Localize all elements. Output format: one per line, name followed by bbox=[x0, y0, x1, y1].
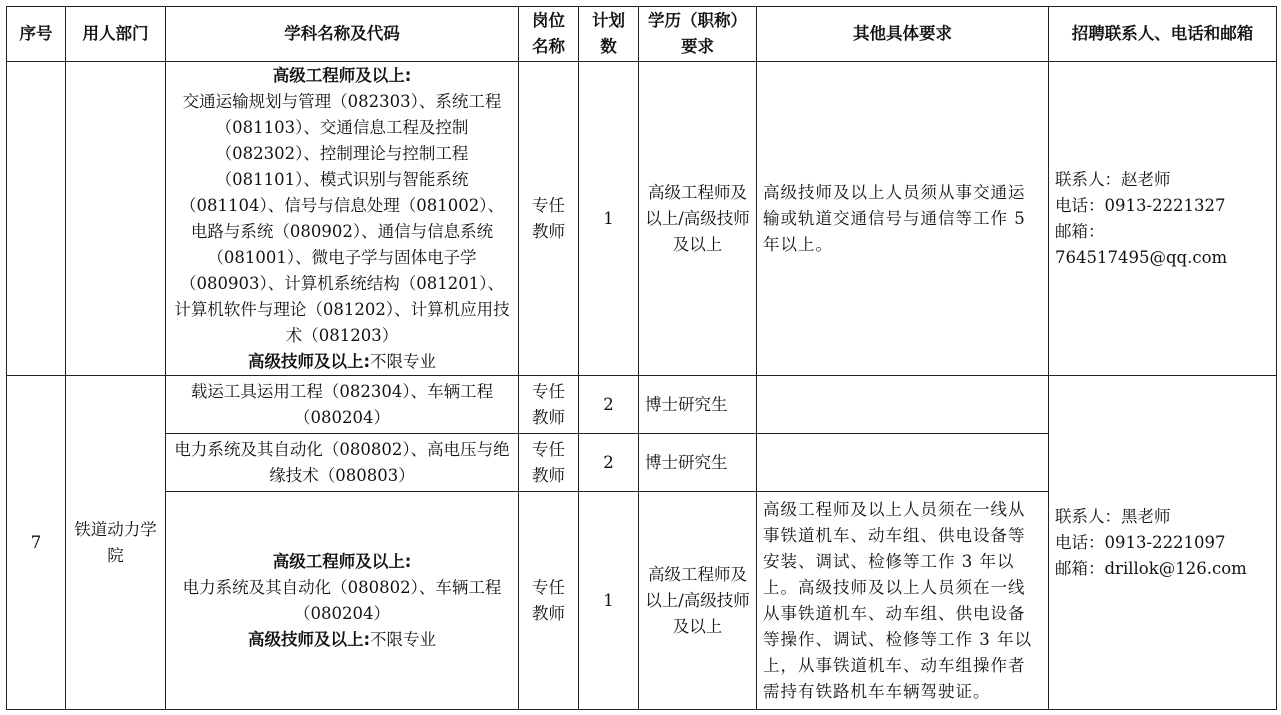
dept-cell: 铁道动力学院 bbox=[66, 376, 166, 710]
post-cell: 专任教师 bbox=[519, 376, 579, 434]
dept-cell bbox=[66, 62, 166, 376]
subject-title: 高级技师及以上: bbox=[247, 629, 371, 649]
contact-person: 联系人：黑老师 bbox=[1055, 506, 1171, 526]
header-seq: 序号 bbox=[7, 7, 66, 62]
subject-value: 不限专业 bbox=[370, 351, 437, 371]
header-post: 岗位名称 bbox=[519, 7, 579, 62]
header-row bbox=[7, 7, 1277, 62]
edu-cell: 博士研究生 bbox=[639, 376, 757, 434]
contact-person: 联系人：赵老师 bbox=[1055, 169, 1171, 189]
subject-cell: 载运工具运用工程（082304）、车辆工程（080204） bbox=[166, 376, 519, 434]
contact-phone: 电话：0913-2221327 bbox=[1055, 195, 1226, 215]
header-dept: 用人部门 bbox=[66, 7, 166, 62]
contact-cell bbox=[1049, 376, 1277, 710]
post-cell: 专任教师 bbox=[519, 62, 579, 376]
contact-phone: 电话：0913-2221097 bbox=[1055, 532, 1226, 552]
edu-cell: 高级工程师及以上/高级技师及以上 bbox=[639, 62, 757, 376]
subject-cell bbox=[166, 492, 519, 710]
plan-cell: 1 bbox=[579, 62, 639, 376]
subject-cell: 电力系统及其自动化（080802）、高电压与绝缘技术（080803） bbox=[166, 434, 519, 492]
subject-list: 交通运输规划与管理（082303）、系统工程（081103）、交通信息工程及控制（082302）、控制理论与控制工程（081101）、模式识别与智能系统（081104）、信号与信息处理（081002）、电路与系统（080902）、通信与信息系统（081001）、微电子学与固体电子学（080903）、计算机系统结构（081201）、计算机软件与理论（081202）、计算机应用技术（081203） bbox=[174, 91, 510, 345]
edu-cell: 博士研究生 bbox=[639, 434, 757, 492]
plan-cell: 1 bbox=[579, 492, 639, 710]
seq-cell bbox=[7, 62, 66, 376]
header-other: 其他具体要求 bbox=[757, 7, 1049, 62]
subject-value: 不限专业 bbox=[370, 629, 437, 649]
post-cell: 专任教师 bbox=[519, 434, 579, 492]
contact-email: 邮箱：drillok@126.com bbox=[1055, 558, 1247, 578]
table-row bbox=[7, 376, 1277, 434]
edu-cell: 高级工程师及以上/高级技师及以上 bbox=[639, 492, 757, 710]
contact-cell bbox=[1049, 62, 1277, 376]
plan-cell: 2 bbox=[579, 434, 639, 492]
other-cell bbox=[757, 376, 1049, 434]
subject-title: 高级工程师及以上: bbox=[272, 551, 412, 571]
table-row bbox=[7, 62, 1277, 376]
recruitment-table bbox=[6, 6, 1277, 710]
other-cell: 高级工程师及以上人员须在一线从事铁道机车、动车组、供电设备等安装、调试、检修等工作 3 年以上。高级技师及以上人员须在一线从事铁道机车、动车组、供电设备等操作、调试、检修等工作 3 年以上，从事铁道机车、动车组操作者需持有铁路机车车辆驾驶证。 bbox=[757, 492, 1049, 710]
other-cell bbox=[757, 434, 1049, 492]
plan-cell: 2 bbox=[579, 376, 639, 434]
contact-email: 邮箱：764517495@qq.com bbox=[1055, 221, 1228, 267]
subject-title: 高级工程师及以上: bbox=[272, 65, 412, 85]
subject-cell bbox=[166, 62, 519, 376]
other-cell: 高级技师及以上人员须从事交通运输或轨道交通信号与通信等工作 5 年以上。 bbox=[757, 62, 1049, 376]
subject-title: 高级技师及以上: bbox=[247, 351, 371, 371]
post-cell: 专任教师 bbox=[519, 492, 579, 710]
subject-list: 电力系统及其自动化（080802）、车辆工程（080204） bbox=[182, 577, 502, 623]
header-plan: 计划数 bbox=[579, 7, 639, 62]
header-contact: 招聘联系人、电话和邮箱 bbox=[1049, 7, 1277, 62]
seq-cell: 7 bbox=[7, 376, 66, 710]
header-edu: 学历（职称）要求 bbox=[639, 7, 757, 62]
header-subject: 学科名称及代码 bbox=[166, 7, 519, 62]
